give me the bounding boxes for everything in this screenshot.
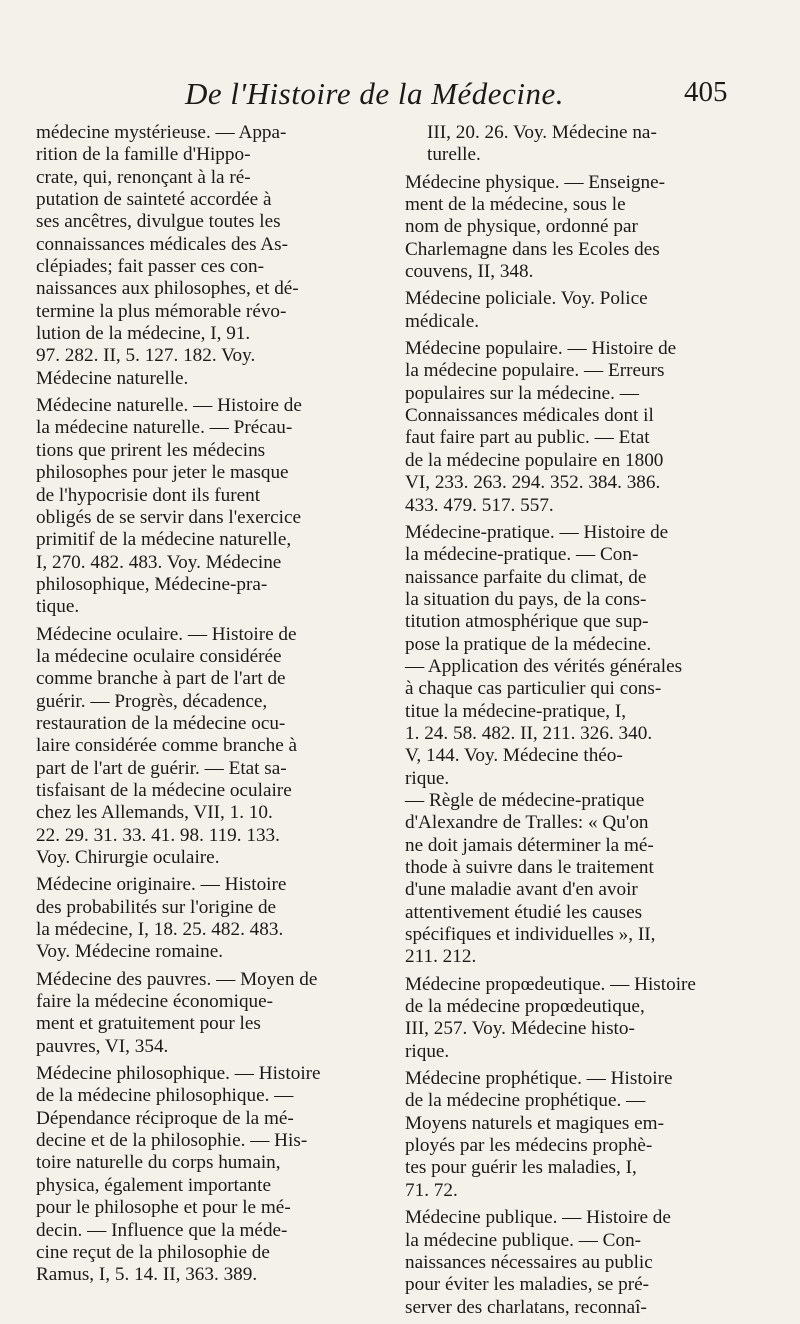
entry-line: pauvres, VI, 354. bbox=[36, 1035, 169, 1057]
entry-line: Moyens naturels et magiques em- bbox=[405, 1112, 664, 1134]
entry-line: pour le philosophe et pour le mé- bbox=[36, 1197, 291, 1219]
index-entry bbox=[405, 122, 750, 167]
entry-line: Voy. Chirurgie oculaire. bbox=[36, 847, 220, 868]
entry-line: I, 270. 482. 483. Voy. Médecine bbox=[36, 551, 282, 573]
entry-line: de l'hypocrisie dont ils furent bbox=[36, 484, 261, 506]
entry-line: Médecine oculaire. — Histoire de bbox=[36, 623, 297, 645]
entry-line: la médecine populaire. — Erreurs bbox=[405, 360, 665, 382]
entry-line: titue la médecine-pratique, I, bbox=[405, 700, 627, 722]
entry-line: Connaissances médicales dont il bbox=[405, 405, 654, 427]
entry-line: Voy. Médecine romaine. bbox=[36, 941, 224, 963]
entry-line: la situation du pays, de la cons- bbox=[405, 588, 647, 610]
index-entry bbox=[36, 122, 381, 390]
entry-line: spécifiques et individuelles », II, bbox=[405, 924, 656, 946]
entry-line: guérir. — Progrès, décadence, bbox=[36, 690, 268, 712]
entry-line: comme branche à part de l'art de bbox=[36, 668, 286, 690]
entry-line: cine reçut de la philosophie de bbox=[36, 1241, 270, 1263]
entry-line: la médecine naturelle. — Précau- bbox=[36, 417, 293, 439]
entry-line: ment de la médecine, sous le bbox=[405, 194, 626, 216]
entry-line: V, 144. Voy. Médecine théo- bbox=[405, 745, 623, 767]
entry-line: de la médecine prophétique. — bbox=[405, 1090, 646, 1112]
entry-line: Médecine des pauvres. — Moyen de bbox=[36, 968, 318, 990]
entry-line: Médecine naturelle. — Histoire de bbox=[36, 395, 302, 417]
entry-line: rique. bbox=[405, 1040, 450, 1062]
entry-line: termine la plus mémorable révo- bbox=[36, 300, 287, 322]
entry-line: Médecine publique. — Histoire de bbox=[405, 1207, 671, 1229]
entry-line: rition de la famille d'Hippo- bbox=[36, 144, 251, 166]
entry-line: philosophique, Médecine-pra- bbox=[36, 573, 268, 595]
entry-line: III, 20. 26. Voy. Médecine na- bbox=[427, 122, 657, 143]
entry-line: obligés de se servir dans l'exercice bbox=[36, 506, 302, 528]
entry-line: primitif de la médecine naturelle, bbox=[36, 529, 292, 551]
entry-line: titution atmosphérique que sup- bbox=[405, 611, 649, 633]
index-entry bbox=[405, 522, 750, 969]
index-entry bbox=[36, 624, 381, 870]
index-entry bbox=[36, 395, 381, 618]
entry-line: Médecine philosophique. — Histoire bbox=[36, 1063, 321, 1085]
entry-line: nom de physique, ordonné par bbox=[405, 216, 638, 238]
entry-line: d'une maladie avant d'en avoir bbox=[405, 879, 638, 901]
entry-line: la médecine-pratique. — Con- bbox=[405, 544, 639, 566]
entry-line: server des charlatans, reconnaî- bbox=[405, 1296, 647, 1318]
entry-line: connaissances médicales des As- bbox=[36, 233, 289, 255]
index-entry bbox=[405, 1207, 750, 1319]
left-column bbox=[36, 122, 381, 1292]
entry-line: 22. 29. 31. 33. 41. 98. 119. 133. bbox=[36, 824, 280, 846]
entry-line: 1. 24. 58. 482. II, 211. 326. 340. bbox=[405, 722, 653, 744]
entry-line: restauration de la médecine ocu- bbox=[36, 712, 286, 734]
entry-line: naissance parfaite du climat, de bbox=[405, 566, 647, 588]
index-entry bbox=[405, 1068, 750, 1202]
entry-line: decine et de la philosophie. — His- bbox=[36, 1130, 308, 1152]
entry-line: lution de la médecine, I, 91. bbox=[36, 323, 251, 345]
entry-line: médecine mystérieuse. — Appa- bbox=[36, 122, 287, 143]
entry-line: Charlemagne dans les Ecoles des bbox=[405, 238, 660, 260]
entry-line: la médecine publique. — Con- bbox=[405, 1229, 642, 1251]
entry-line: thode à suivre dans le traitement bbox=[405, 857, 654, 878]
entry-line: naissances aux philosophes, et dé- bbox=[36, 278, 299, 300]
entry-line: de la médecine philosophique. — bbox=[36, 1085, 294, 1107]
entry-line: physica, également importante bbox=[36, 1174, 271, 1196]
entry-line: tes pour guérir les maladies, I, bbox=[405, 1157, 637, 1179]
entry-line: clépiades; fait passer ces con- bbox=[36, 256, 265, 278]
entry-line: Médecine originaire. — Histoire bbox=[36, 874, 287, 896]
entry-line: — Règle de médecine-pratique bbox=[405, 789, 645, 811]
index-entry bbox=[405, 338, 750, 517]
entry-line: pour éviter les maladies, se pré- bbox=[405, 1274, 650, 1296]
entry-line: Médecine physique. — Enseigne- bbox=[405, 171, 666, 193]
entry-line: de la médecine populaire en 1800 bbox=[405, 449, 664, 471]
page-number: 405 bbox=[684, 76, 728, 108]
index-entry bbox=[405, 974, 750, 1063]
entry-line: à chaque cas particulier qui cons- bbox=[405, 678, 662, 700]
entry-line: rique. bbox=[405, 767, 450, 789]
entry-line: ses ancêtres, divulgue toutes les bbox=[36, 211, 281, 233]
entry-line: 71. 72. bbox=[405, 1179, 458, 1201]
entry-line: des probabilités sur l'origine de bbox=[36, 896, 277, 918]
entry-line: putation de sainteté accordée à bbox=[36, 189, 272, 211]
entry-line: tique. bbox=[36, 596, 80, 618]
running-title: De l'Histoire de la Médecine. bbox=[185, 76, 564, 111]
entry-line: Ramus, I, 5. 14. II, 363. 389. bbox=[36, 1264, 258, 1286]
entry-line: 97. 282. II, 5. 127. 182. Voy. bbox=[36, 345, 256, 367]
entry-line: chez les Allemands, VII, 1. 10. bbox=[36, 802, 273, 824]
entry-line: attentivement étudié les causes bbox=[405, 901, 643, 923]
entry-line: Dépendance réciproque de la mé- bbox=[36, 1107, 294, 1129]
entry-line: crate, qui, renonçant à la ré- bbox=[36, 166, 251, 188]
entry-line: Médecine naturelle. bbox=[36, 367, 189, 389]
entry-line: ment et gratuitement pour les bbox=[36, 1013, 261, 1035]
entry-line: philosophes pour jeter le masque bbox=[36, 462, 289, 484]
entry-line: d'Alexandre de Tralles: « Qu'on bbox=[405, 812, 649, 834]
entry-line: la médecine, I, 18. 25. 482. 483. bbox=[36, 919, 284, 941]
page-header bbox=[0, 70, 800, 120]
entry-line: médicale. bbox=[405, 310, 480, 332]
entry-line: populaires sur la médecine. — bbox=[405, 382, 639, 404]
entry-line: faut faire part au public. — Etat bbox=[405, 427, 650, 449]
entry-line: de la médecine propœdeutique, bbox=[405, 996, 645, 1018]
entry-line: ne doit jamais déterminer la mé- bbox=[405, 834, 654, 856]
entry-line: Médecine-pratique. — Histoire de bbox=[405, 521, 669, 543]
entry-line: 433. 479. 517. 557. bbox=[405, 494, 554, 516]
entry-line: laire considérée comme branche à bbox=[36, 735, 298, 757]
entry-line: ployés par les médecins prophè- bbox=[405, 1135, 653, 1157]
entry-line: decin. — Influence que la méde- bbox=[36, 1219, 288, 1241]
entry-line: turelle. bbox=[427, 144, 481, 166]
entry-line: tisfaisant de la médecine oculaire bbox=[36, 779, 292, 801]
entry-line: pose la pratique de la médecine. bbox=[405, 633, 652, 655]
right-column bbox=[405, 122, 750, 1324]
entry-line: part de l'art de guérir. — Etat sa- bbox=[36, 757, 287, 779]
index-entry bbox=[36, 1063, 381, 1286]
entry-line: Médecine populaire. — Histoire de bbox=[405, 338, 677, 360]
entry-line: naissances nécessaires au public bbox=[405, 1251, 653, 1273]
entry-line: 211. 212. bbox=[405, 946, 477, 968]
index-entry bbox=[36, 874, 381, 963]
entry-line: faire la médecine économique- bbox=[36, 991, 274, 1013]
entry-line: III, 257. Voy. Médecine histo- bbox=[405, 1018, 635, 1040]
entry-line: Médecine policiale. Voy. Police bbox=[405, 288, 648, 310]
entry-line: VI, 233. 263. 294. 352. 384. 386. bbox=[405, 472, 661, 494]
entry-line: Médecine prophétique. — Histoire bbox=[405, 1068, 673, 1090]
index-entry bbox=[405, 172, 750, 284]
entry-line: — Application des vérités générales bbox=[405, 655, 683, 677]
entry-line: Médecine propœdeutique. — Histoire bbox=[405, 973, 696, 995]
entry-line: tions que prirent les médecins bbox=[36, 439, 266, 461]
entry-line: couvens, II, 348. bbox=[405, 261, 534, 283]
index-entry bbox=[36, 969, 381, 1058]
index-entry bbox=[405, 288, 750, 333]
entry-line: toire naturelle du corps humain, bbox=[36, 1152, 281, 1174]
entry-line: la médecine oculaire considérée bbox=[36, 645, 282, 667]
